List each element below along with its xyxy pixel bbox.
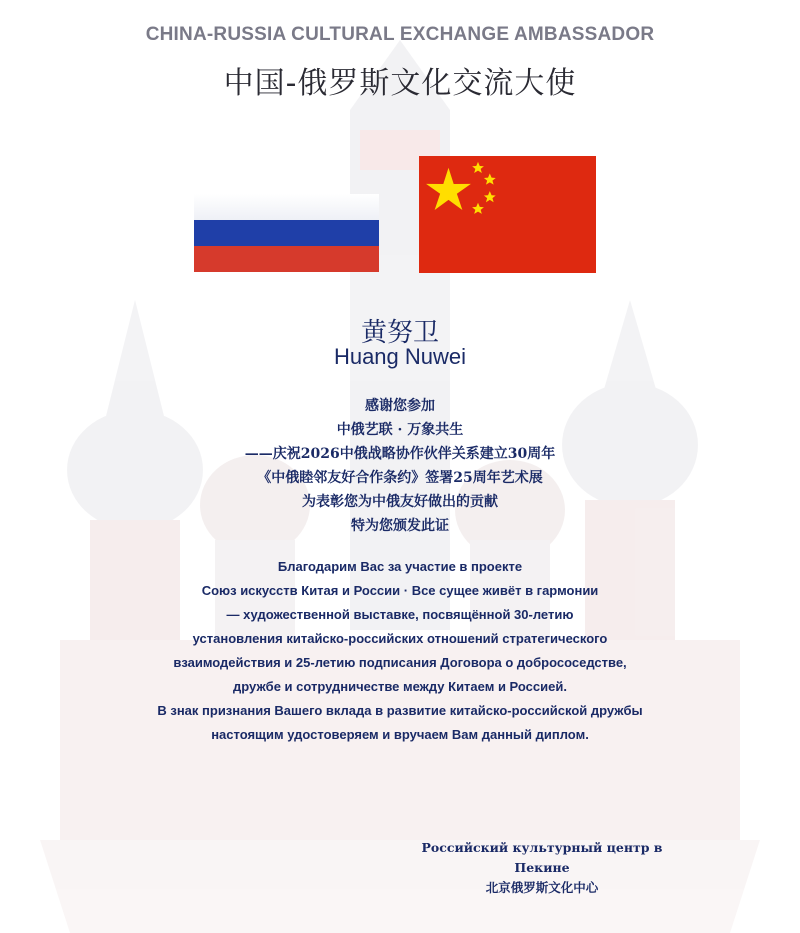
issuer-block: [392, 838, 692, 898]
citation-line: 中俄艺联 · 万象共生: [336, 422, 464, 438]
citation-line: ——庆祝2026中俄战略协作伙伴关系建立30周年: [244, 446, 556, 462]
issuer-name-russian: Российский культурный центр в Пекине: [421, 840, 663, 875]
citation-line: 为表彰您为中俄友好做出的贡献: [302, 494, 498, 510]
recipient-name-english: Huang Nuwei: [333, 344, 467, 369]
citation-line: установления китайско-российских отношений стратегического: [192, 631, 608, 646]
citation-line: Союз искусств Китая и России · Все сущее живёт в гармонии: [201, 583, 599, 598]
russian-citation: [0, 555, 800, 747]
certificate-title-chinese: 中国-俄罗斯文化交流大使: [223, 66, 577, 101]
russia-flag-icon: [194, 194, 379, 272]
citation-line: дружбе и сотрудничестве между Китаем и Россией.: [233, 679, 567, 694]
citation-line: 特为您颁发此证: [351, 518, 449, 534]
certificate-title-english: CHINA-RUSSIA CULTURAL EXCHANGE AMBASSADOR: [145, 24, 655, 45]
citation-line: настоящим удостоверяем и вручаем Вам данный диплом.: [211, 727, 589, 742]
citation-line: 《中俄睦邻友好合作条约》签署25周年艺术展: [257, 470, 543, 486]
citation-line: взаимодействия и 25-летию подписания Договора о добрососедстве,: [173, 655, 627, 670]
citation-line: В знак признания Вашего вклада в развитие китайско-российской дружбы: [157, 703, 643, 718]
china-flag-icon: [419, 156, 596, 273]
citation-line: — художественной выставке, посвящённой 30-летию: [226, 607, 574, 622]
citation-line: 感谢您参加: [365, 398, 435, 414]
recipient-name-chinese: 黄努卫: [360, 318, 439, 348]
chinese-citation: [0, 394, 800, 538]
issuer-name-chinese: 北京俄罗斯文化中心: [485, 880, 599, 895]
citation-line: Благодарим Вас за участие в проекте: [277, 559, 523, 574]
